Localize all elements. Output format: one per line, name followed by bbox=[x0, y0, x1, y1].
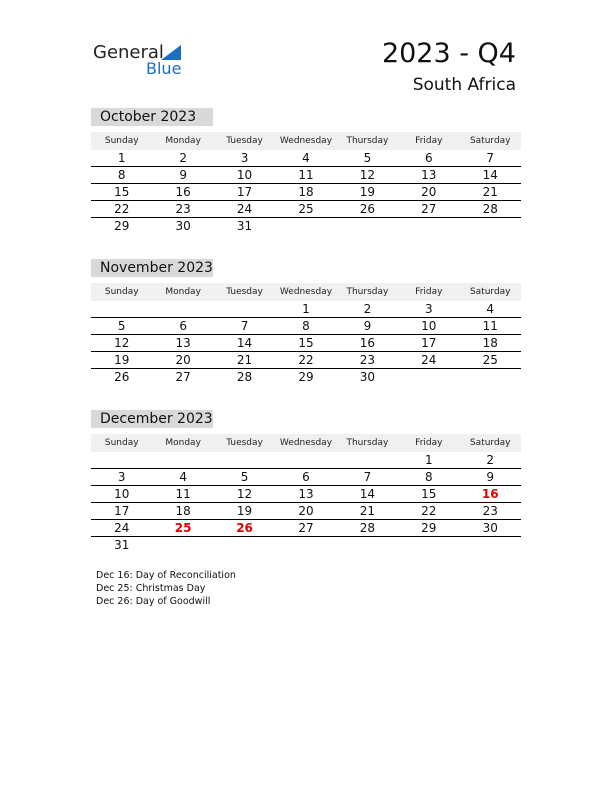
weekday-label: Monday bbox=[165, 287, 201, 297]
day-cell: 20 bbox=[421, 185, 437, 199]
day-cell bbox=[398, 218, 459, 234]
day-cell bbox=[91, 301, 152, 317]
day-cell: 15 bbox=[114, 185, 130, 199]
day-cell: 19 bbox=[359, 185, 376, 199]
day-cell: 9 bbox=[486, 470, 495, 484]
day-cell: 17 bbox=[236, 185, 253, 199]
holiday-note: Dec 16: Day of Reconciliation bbox=[96, 570, 236, 581]
day-cell: 27 bbox=[175, 370, 191, 384]
month-title: November 2023 bbox=[91, 259, 213, 277]
weekday-label: Monday bbox=[165, 136, 201, 146]
day-cell: 1 bbox=[117, 151, 126, 165]
day-cell: 23 bbox=[175, 202, 191, 216]
day-cell: 15 bbox=[421, 487, 437, 501]
day-cell: 25 bbox=[298, 202, 314, 216]
day-cell: 9 bbox=[363, 319, 372, 333]
day-cell bbox=[275, 452, 336, 468]
day-cell bbox=[460, 369, 521, 385]
day-cell: 12 bbox=[114, 336, 130, 350]
day-cell: 18 bbox=[175, 504, 191, 518]
day-cell bbox=[152, 301, 213, 317]
day-cell: 16 bbox=[359, 336, 376, 350]
day-cell: 2 bbox=[179, 151, 187, 165]
day-cell: 10 bbox=[114, 487, 130, 501]
weekday-label: Sunday bbox=[104, 287, 139, 297]
day-cell: 25 bbox=[482, 353, 498, 367]
week-row bbox=[91, 301, 521, 318]
day-cell: 20 bbox=[298, 504, 314, 518]
day-cell: 9 bbox=[179, 168, 187, 182]
day-cell: 10 bbox=[236, 168, 253, 182]
day-cell: 21 bbox=[236, 353, 253, 367]
day-cell: 2 bbox=[363, 302, 372, 316]
day-cell: 15 bbox=[298, 336, 314, 350]
day-cell: 29 bbox=[421, 521, 437, 535]
day-cell: 21 bbox=[482, 185, 498, 199]
month-title: December 2023 bbox=[91, 410, 213, 428]
weekday-label: Monday bbox=[165, 438, 201, 448]
day-cell bbox=[152, 452, 213, 468]
weekday-label: Friday bbox=[415, 438, 443, 448]
day-cell: 6 bbox=[425, 151, 433, 165]
day-cell bbox=[398, 369, 459, 385]
country-name: South Africa bbox=[412, 75, 516, 95]
day-cell: 19 bbox=[236, 504, 253, 518]
week-row bbox=[91, 218, 521, 234]
holiday-day-cell: 16 bbox=[481, 487, 499, 501]
day-cell: 26 bbox=[114, 370, 130, 384]
day-cell: 30 bbox=[482, 521, 498, 535]
weekday-label: Friday bbox=[415, 287, 443, 297]
week-row bbox=[91, 201, 521, 218]
day-cell: 13 bbox=[175, 336, 191, 350]
day-cell: 5 bbox=[363, 151, 372, 165]
weekday-label: Thursday bbox=[346, 136, 389, 146]
week-row bbox=[91, 318, 521, 335]
day-cell: 24 bbox=[114, 521, 130, 535]
week-row bbox=[91, 369, 521, 385]
day-cell: 21 bbox=[359, 504, 376, 518]
day-cell: 23 bbox=[359, 353, 376, 367]
week-row bbox=[91, 503, 521, 520]
day-cell: 14 bbox=[359, 487, 376, 501]
month-december bbox=[91, 410, 521, 553]
week-row bbox=[91, 452, 521, 469]
day-cell: 13 bbox=[421, 168, 437, 182]
logo-blue-text: Blue bbox=[146, 59, 182, 78]
day-cell: 22 bbox=[298, 353, 314, 367]
day-cell: 7 bbox=[240, 319, 249, 333]
weekday-header-row bbox=[91, 434, 521, 452]
day-cell: 24 bbox=[421, 353, 437, 367]
day-cell: 11 bbox=[175, 487, 191, 501]
day-cell bbox=[460, 537, 521, 553]
day-cell: 17 bbox=[114, 504, 130, 518]
week-row bbox=[91, 167, 521, 184]
month-november bbox=[91, 259, 521, 385]
day-cell bbox=[152, 537, 213, 553]
week-row bbox=[91, 352, 521, 369]
week-row bbox=[91, 150, 521, 167]
week-row bbox=[91, 184, 521, 201]
weekday-label: Friday bbox=[415, 136, 443, 146]
holiday-note: Dec 26: Day of Goodwill bbox=[96, 596, 211, 607]
logo-triangle-icon bbox=[161, 45, 181, 60]
day-cell: 20 bbox=[175, 353, 191, 367]
day-cell: 8 bbox=[117, 168, 126, 182]
day-cell: 4 bbox=[179, 470, 187, 484]
day-cell: 29 bbox=[114, 219, 130, 233]
weekday-label: Tuesday bbox=[226, 136, 263, 146]
day-cell: 10 bbox=[421, 319, 437, 333]
day-cell bbox=[275, 218, 336, 234]
weekday-label: Thursday bbox=[346, 287, 389, 297]
weekday-label: Wednesday bbox=[279, 136, 333, 146]
day-cell: 29 bbox=[298, 370, 314, 384]
day-cell: 6 bbox=[179, 319, 187, 333]
day-cell: 11 bbox=[482, 319, 498, 333]
logo-general-text: General bbox=[93, 42, 164, 63]
day-cell: 26 bbox=[359, 202, 376, 216]
week-row bbox=[91, 469, 521, 486]
day-cell: 24 bbox=[236, 202, 253, 216]
day-cell bbox=[337, 218, 398, 234]
logo bbox=[93, 40, 193, 80]
day-cell: 19 bbox=[114, 353, 130, 367]
weekday-header-row bbox=[91, 283, 521, 301]
weekday-label: Saturday bbox=[469, 287, 511, 297]
day-cell: 31 bbox=[114, 538, 130, 552]
day-cell: 1 bbox=[302, 302, 310, 316]
day-cell: 27 bbox=[421, 202, 437, 216]
weekday-label: Wednesday bbox=[279, 287, 333, 297]
weekday-label: Tuesday bbox=[226, 287, 263, 297]
day-cell: 18 bbox=[482, 336, 498, 350]
day-cell bbox=[275, 537, 336, 553]
day-cell: 18 bbox=[298, 185, 314, 199]
day-cell: 3 bbox=[240, 151, 249, 165]
day-cell bbox=[91, 452, 152, 468]
day-cell: 8 bbox=[425, 470, 433, 484]
day-cell: 13 bbox=[298, 487, 314, 501]
weekday-label: Sunday bbox=[104, 438, 139, 448]
weekday-label: Sunday bbox=[104, 136, 139, 146]
weekday-header-row bbox=[91, 132, 521, 150]
holiday-day-cell: 26 bbox=[236, 521, 253, 535]
day-cell: 12 bbox=[236, 487, 253, 501]
day-cell: 14 bbox=[482, 168, 498, 182]
day-cell bbox=[214, 452, 275, 468]
day-cell: 31 bbox=[236, 219, 253, 233]
weekday-label: Tuesday bbox=[226, 438, 263, 448]
holiday-note: Dec 25: Christmas Day bbox=[96, 583, 206, 594]
weekday-label: Saturday bbox=[469, 438, 511, 448]
day-cell: 3 bbox=[425, 302, 433, 316]
day-cell: 22 bbox=[421, 504, 437, 518]
month-october bbox=[91, 108, 521, 234]
day-cell bbox=[398, 537, 459, 553]
day-cell: 22 bbox=[114, 202, 130, 216]
weekday-label: Saturday bbox=[469, 136, 511, 146]
day-cell: 6 bbox=[302, 470, 310, 484]
day-cell: 28 bbox=[236, 370, 253, 384]
day-cell: 28 bbox=[482, 202, 498, 216]
day-cell: 14 bbox=[236, 336, 253, 350]
weekday-label: Thursday bbox=[346, 438, 389, 448]
day-cell: 12 bbox=[359, 168, 376, 182]
week-row bbox=[91, 520, 521, 537]
day-cell bbox=[337, 537, 398, 553]
day-cell: 4 bbox=[302, 151, 310, 165]
day-cell: 7 bbox=[363, 470, 372, 484]
holiday-day-cell: 25 bbox=[174, 521, 192, 535]
day-cell: 1 bbox=[425, 453, 433, 467]
day-cell: 5 bbox=[240, 470, 249, 484]
week-row bbox=[91, 335, 521, 352]
day-cell: 3 bbox=[117, 470, 126, 484]
day-cell bbox=[214, 301, 275, 317]
day-cell: 30 bbox=[175, 219, 191, 233]
day-cell: 8 bbox=[302, 319, 310, 333]
day-cell: 17 bbox=[421, 336, 437, 350]
day-cell: 2 bbox=[486, 453, 495, 467]
page-title: 2023 - Q4 bbox=[381, 38, 516, 69]
day-cell bbox=[460, 218, 521, 234]
day-cell: 28 bbox=[359, 521, 376, 535]
day-cell: 7 bbox=[486, 151, 495, 165]
day-cell: 30 bbox=[359, 370, 376, 384]
day-cell: 4 bbox=[486, 302, 495, 316]
day-cell: 11 bbox=[298, 168, 314, 182]
day-cell bbox=[337, 452, 398, 468]
day-cell: 27 bbox=[298, 521, 314, 535]
day-cell: 5 bbox=[117, 319, 126, 333]
weekday-label: Wednesday bbox=[279, 438, 333, 448]
day-cell bbox=[214, 537, 275, 553]
day-cell: 16 bbox=[175, 185, 191, 199]
day-cell: 23 bbox=[482, 504, 498, 518]
holiday-notes bbox=[96, 569, 236, 608]
month-title: October 2023 bbox=[91, 108, 213, 126]
week-row bbox=[91, 537, 521, 553]
week-row bbox=[91, 486, 521, 503]
